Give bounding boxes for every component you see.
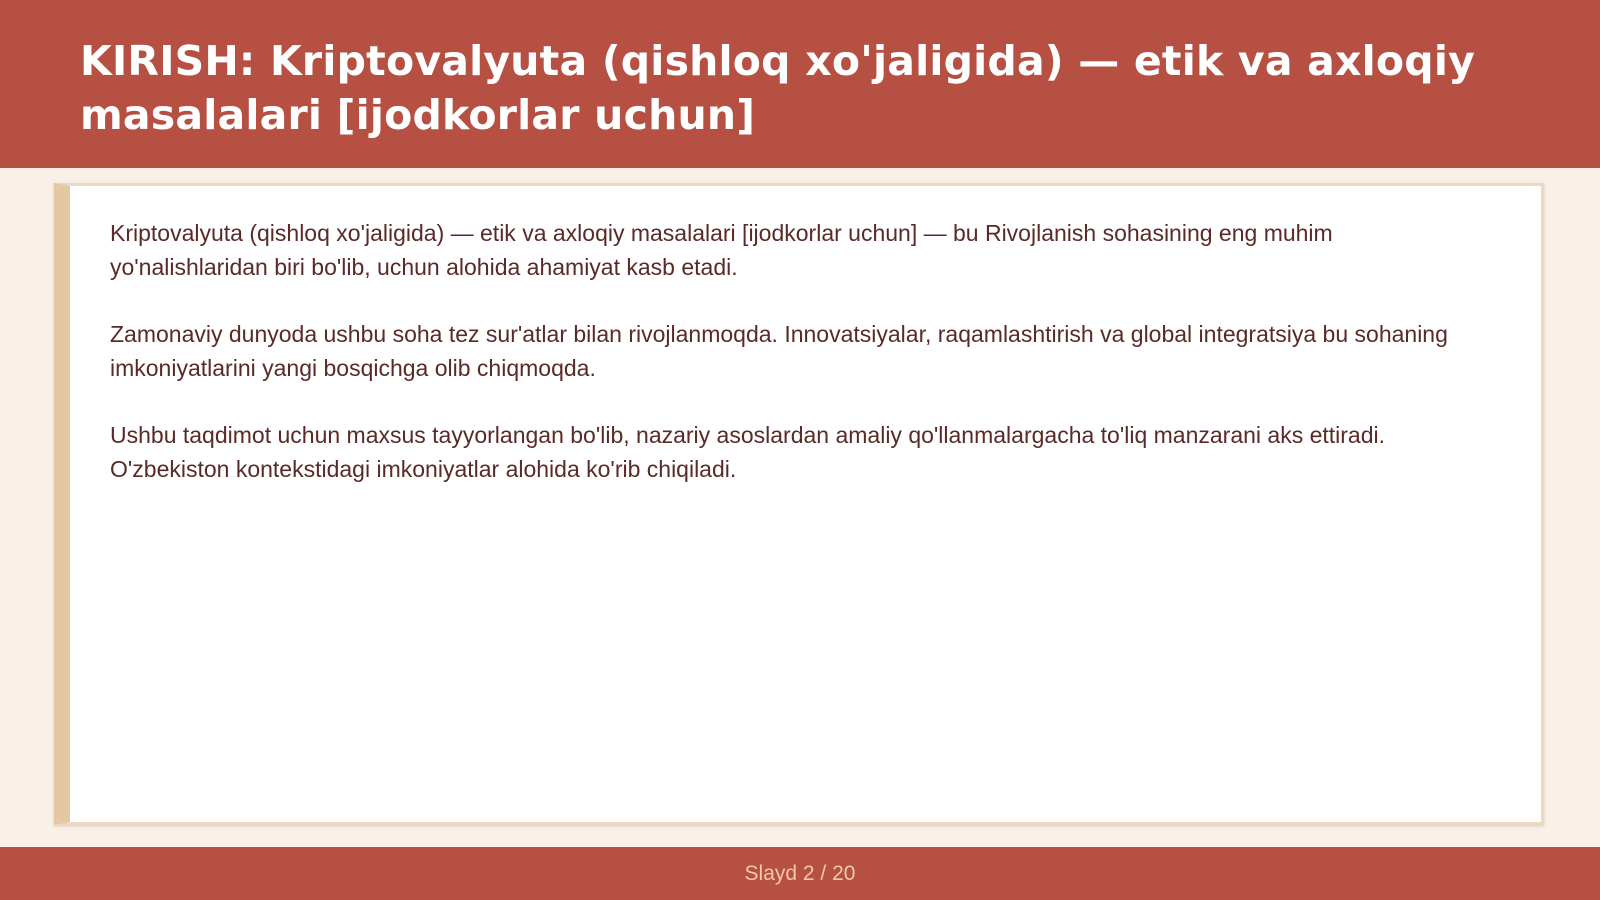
slide-footer bbox=[0, 847, 1600, 900]
slide-header bbox=[0, 0, 1600, 168]
paragraph-modern-world: Zamonaviy dunyoda ushbu soha tez sur'atlar bilan rivojlanmoqda. Innovatsiyalar, raqamlashtirish va global integratsiya bu sohaning imkoniyatlarini yangi bosqichga olib chiqmoqda. bbox=[110, 321, 1448, 381]
paragraph-presentation-scope: Ushbu taqdimot uchun maxsus tayyorlangan bo'lib, nazariy asoslardan amaliy qo'llanmalargacha to'liq manzarani aks ettiradi. O'zbekiston kontekstidagi imkoniyatlar alohida ko'rib chiqiladi. bbox=[110, 422, 1386, 482]
paragraph-intro: Kriptovalyuta (qishloq xo'jaligida) — etik va axloqiy masalalari [ijodkorlar uchun] — bu Rivojlanish sohasining eng muhim yo'nalishlaridan biri bo'lib, uchun alohida ahamiyat kasb etadi. bbox=[110, 220, 1333, 280]
content-card bbox=[54, 183, 1544, 825]
slide-number: Slayd 2 / 20 bbox=[744, 861, 856, 885]
slide-title: KIRISH: Kriptovalyuta (qishloq xo'jaligida) — etik va axloqiy masalalari [ijodkorlar uchun] bbox=[80, 37, 1476, 139]
